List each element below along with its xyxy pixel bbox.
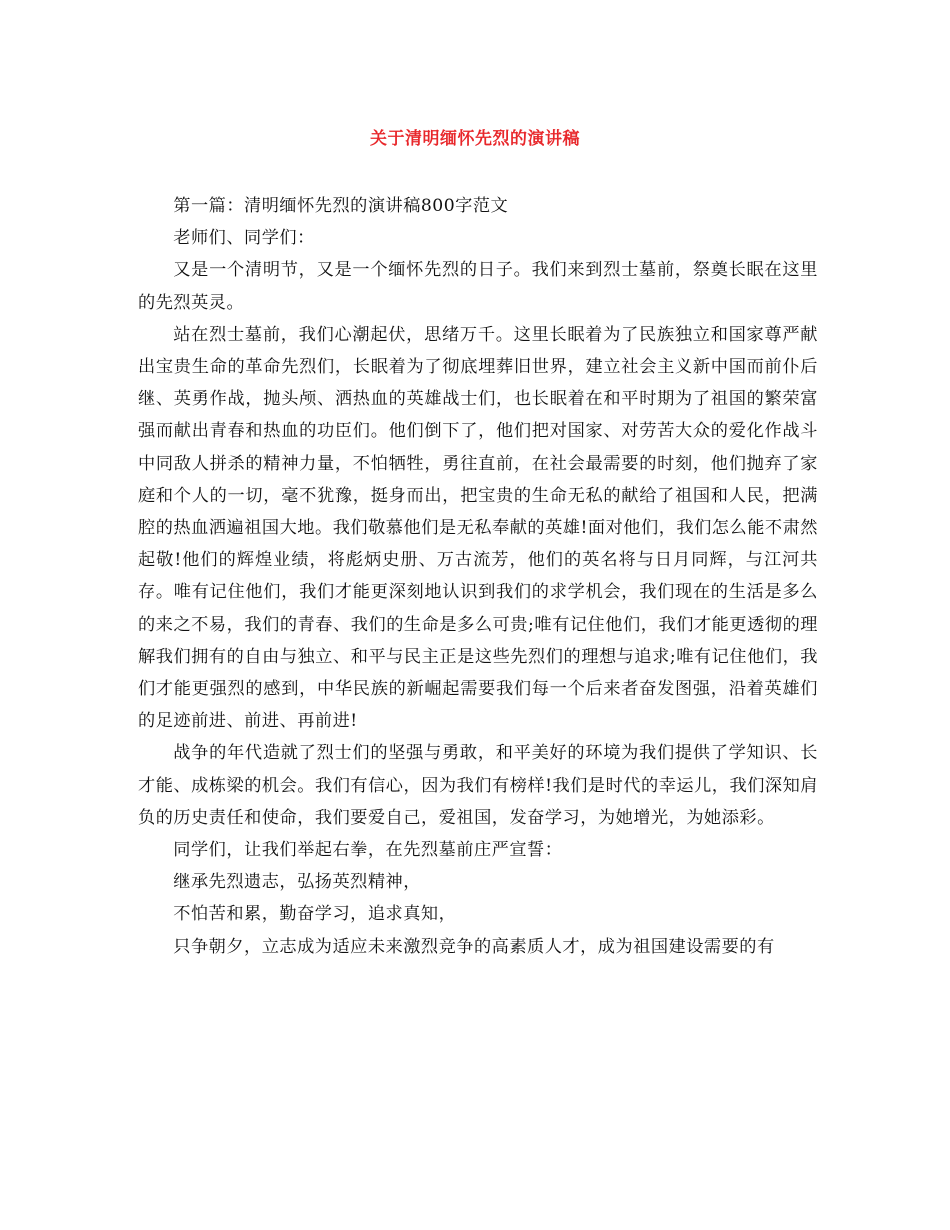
paragraph: 又是一个清明节，又是一个缅怀先烈的日子。我们来到烈士墓前，祭奠长眠在这里的先烈英灵。 bbox=[138, 260, 818, 313]
paragraph: 战争的年代造就了烈士们的坚强与勇敢，和平美好的环境为我们提供了学知识、长才能、成栋梁的机会。我们有信心，因为我们有榜样!我们是时代的幸运儿，我们深知肩负的历史责任和使命，我们要爱自己，爱祖国，发奋学习，为她增光，为她添彩。 bbox=[138, 743, 818, 828]
oath-line: 只争朝夕，立志成为适应未来激烈竞争的高素质人才，成为祖国建设需要的有 bbox=[173, 936, 775, 957]
document-title: 关于清明缅怀先烈的演讲稿 bbox=[370, 129, 580, 149]
paragraph: 站在烈士墓前，我们心潮起伏，思绪万千。这里长眠着为了民族独立和国家尊严献出宝贵生命的革命先烈们，长眠着为了彻底埋葬旧世界，建立社会主义新中国而前仆后继、英勇作战，抛头颅、洒热血的英雄战士们，也长眠着在和平时期为了祖国的繁荣富强而献出青春和热血的功臣们。他们倒下了，他们把对国家、对劳苦大众的爱化作战斗中同敌人拼杀的精神力量，不怕牺牲，勇往直前，在社会最需要的时刻，他们抛弃了家庭和个人的一切，毫不犹豫，挺身而出，把宝贵的生命无私的献给了祖国和人民，把满腔的热血洒遍祖国大地。我们敬慕他们是无私奉献的英雄!面对他们，我们怎么能不肃然起敬!他们的辉煌业绩，将彪炳史册、万古流芳，他们的英名将与日月同辉，与江河共存。唯有记住他们，我们才能更深刻地认识到我们的求学机会，我们现在的生活是多么的来之不易，我们的青春、我们的生命是多么可贵;唯有记住他们，我们才能更透彻的理解我们拥有的自由与独立、和平与民主正是这些先烈们的理想与追求;唯有记住他们，我们才能更强烈的感到，中华民族的新崛起需要我们每一个后来者奋发图强，沿着英雄们的足迹前进、前进、再前进! bbox=[138, 324, 818, 732]
document-body bbox=[138, 190, 818, 963]
paragraph-heading: 第一篇：清明缅怀先烈的演讲稿800字范文 bbox=[173, 196, 509, 216]
paragraph: 同学们，让我们举起右拳，在先烈墓前庄严宣誓： bbox=[173, 840, 563, 861]
oath-line: 继承先烈遗志，弘扬英烈精神， bbox=[173, 872, 421, 893]
paragraph-salutation: 老师们、同学们： bbox=[173, 228, 315, 249]
oath-line: 不怕苦和累，勤奋学习，追求真知， bbox=[173, 904, 457, 925]
